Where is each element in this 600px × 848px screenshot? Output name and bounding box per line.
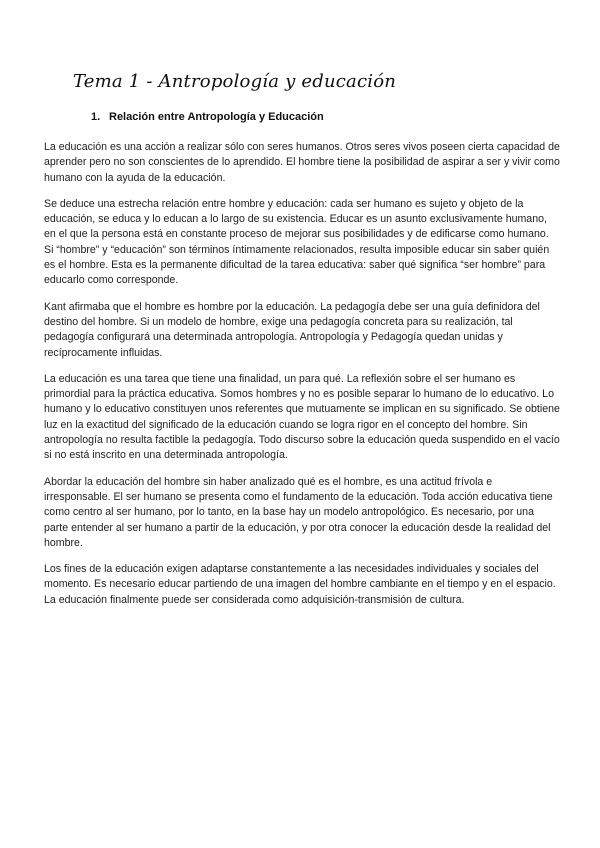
section-heading [91,111,324,123]
paragraph-6: Los fines de la educación exigen adaptarse constantemente a las necesidades individuales y sociales del momento. Es necesario educar partiendo de una imagen del hombre cambiante en el tiempo y en el espacio. La educación finalmente puede ser considerada como adquisición-transmisión de cultura. [44,563,556,606]
paragraph-5: Abordar la educación del hombre sin haber analizado qué es el hombre, es una actitud frívola e irresponsable. El ser humano se presenta como el fundamento de la educación. Toda acción educativa tiene como centro al ser humano, por lo tanto, en la base hay un modelo antropológico. Es necesario, por una parte entender al ser humano a partir de la educación, y por otra conocer la educación desde la realidad del hombre. [44,475,553,549]
paragraph-3: Kant afirmaba que el hombre es hombre por la educación. La pedagogía debe ser una guía definidora del destino del hombre. Si un modelo de hombre, exige una pedagogía concreta para su realización, tal pedagogía configurará una determinada antropología. Antropología y Pedagogía quedan unidas y recíprocamente influidas. [44,300,540,359]
document-title: Tema 1 - Antropología y educación [73,71,397,92]
paragraph-1: La educación es una acción a realizar sólo con seres humanos. Otros seres vivos poseen cierta capacidad de aprender pero no son conscientes de lo aprendido. El hombre tiene la posibilidad de aspirar a ser y vivir como humano con la ayuda de la educación. [44,141,560,184]
body-text [44,140,560,619]
section-heading-text: Relación entre Antropología y Educación [109,111,324,123]
section-number: 1. [91,111,101,123]
paragraph-4: La educación es una tarea que tiene una finalidad, un para qué. La reflexión sobre el ser humano es primordial para la práctica educativa. Somos hombres y no es posible separar lo humano de lo educativo. Lo humano y lo educativo constituyen unos referentes que mutuamente se implican en su significado. Se obtiene luz en la exactitud del significado de la educación cuando se logra rigor en el concepto del hombre. Sin antropología no resulta factible la pedagogía. Todo discurso sobre la educación queda suspendido en el vacío si no está inscrito en una determinada antropología. [44,372,560,462]
paragraph-2: Se deduce una estrecha relación entre hombre y educación: cada ser humano es sujeto y objeto de la educación, se educa y lo educan a lo largo de su existencia. Educar es un asunto exclusivamente humano, en el que la persona está en constante proceso de mejorar sus posibilidades y de edificarse como humano. Si “hombre” y “educación” son términos íntimamente relacionados, resulta imposible educar sin saber quién es el hombre. Esta es la permanente dificultad de la tarea educativa: saber qué significa “ser hombre” para educarlo como corresponde. [44,197,550,287]
